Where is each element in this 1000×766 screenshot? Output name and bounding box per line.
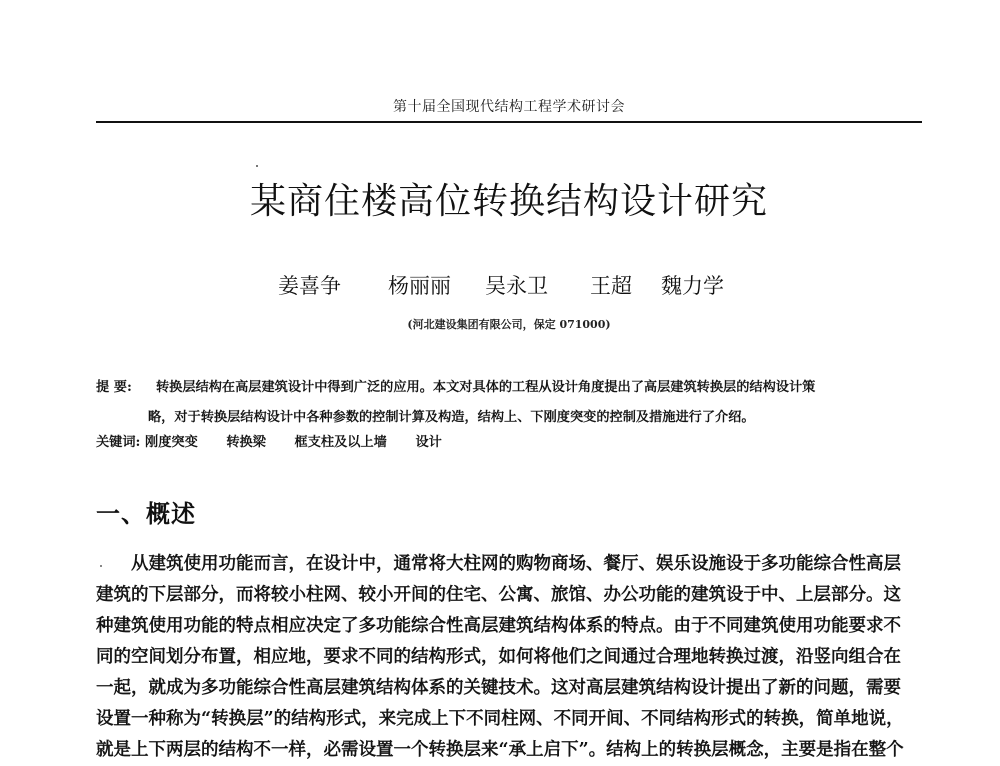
abstract-label: 提 要: [96, 380, 132, 395]
keyword: 框支柱及以上墙 [294, 435, 387, 450]
paper-title: 某商住楼高位转换结构设计研究 [249, 181, 768, 222]
keyword: 刚度突变 [145, 435, 198, 450]
author-name: 杨丽丽 [388, 274, 451, 298]
paragraph-line: 同的空间划分布置，相应地，要求不同的结构形式，如何将他们之间通过合理地转换过渡，沿竖向组合在 [96, 647, 901, 667]
keywords-label: 关键词: [96, 435, 141, 450]
keyword: 转换梁 [226, 435, 266, 450]
paragraph-line: 一起，就成为多功能综合性高层建筑结构体系的关键技术。这对高层建筑结构设计提出了新的问题，需要 [96, 678, 901, 698]
scan-speck [256, 165, 258, 167]
body-paragraph [96, 549, 922, 766]
author-name: 王超 [590, 274, 632, 298]
paragraph-line: 从建筑使用功能而言，在设计中，通常将大柱网的购物商场、餐厅、娱乐设施设于多功能综合性高层 [131, 554, 901, 574]
paragraph-line: 种建筑使用功能的特点相应决定了多功能综合性高层建筑结构体系的特点。由于不同建筑使用功能要求不 [96, 616, 901, 636]
author-name: 姜喜争 [278, 274, 341, 298]
abstract-line: 转换层结构在高层建筑设计中得到广泛的应用。本文对具体的工程从设计角度提出了高层建筑转换层的结构设计策 [156, 380, 816, 395]
running-header: 第十届全国现代结构工程学术研讨会 [393, 99, 625, 115]
paragraph-line: 就是上下两层的结构不一样，必需设置一个转换层来“承上启下”。结构上的转换层概念，主要是指在整个 [96, 740, 904, 760]
keyword: 设计 [415, 435, 442, 450]
abstract-line: 略，对于转换层结构设计中各种参数的控制计算及构造，结构上、下刚度突变的控制及措施进行了介绍。 [148, 410, 755, 425]
author-name: 魏力学 [661, 274, 724, 298]
paragraph-line: 建筑的下层部分，而将较小柱网、较小开间的住宅、公寓、旅馆、办公功能的建筑设于中、上层部分。这 [96, 585, 901, 605]
affiliation: (河北建设集团有限公司，保定 071000) [407, 318, 611, 331]
author-name: 吴永卫 [485, 274, 548, 298]
paragraph-line: 设置一种称为“转换层”的结构形式，来完成上下不同柱网、不同开间、不同结构形式的转换，简单地说， [96, 709, 904, 729]
keywords [96, 431, 466, 450]
section-heading: 一、概述 [96, 500, 196, 528]
header-rule [96, 121, 922, 123]
